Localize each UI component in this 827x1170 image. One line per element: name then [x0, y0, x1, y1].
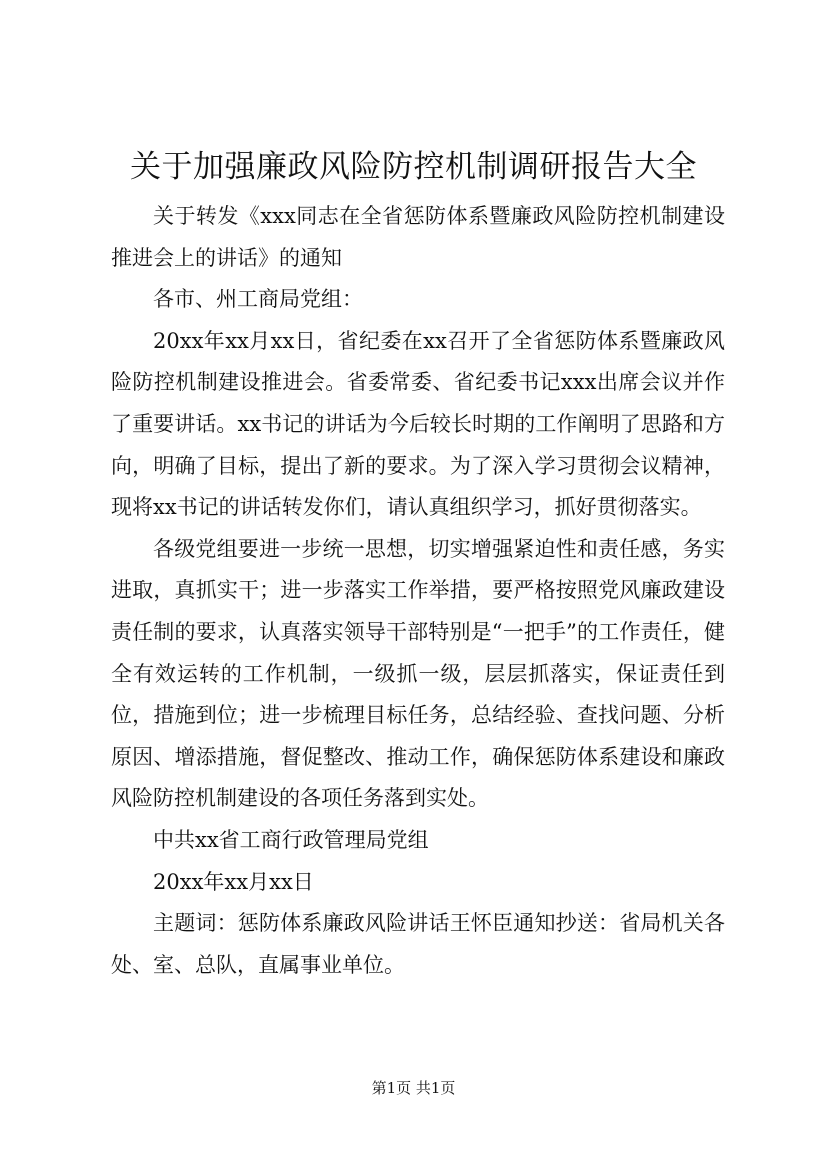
keywords-paragraph: 主题词：惩防体系廉政风险讲话王怀臣通知抄送：省局机关各处、室、总队，直属事业单位。: [111, 911, 725, 977]
issuer-paragraph: 中共xx省工商行政管理局党组: [153, 827, 429, 852]
date-paragraph: 20xx年xx月xx日: [153, 869, 314, 894]
salutation-paragraph: 各市、州工商局党组：: [153, 287, 363, 312]
document-title: 关于加强廉政风险防控机制调研报告大全: [130, 149, 697, 185]
requirements-paragraph: 各级党组要进一步统一思想，切实增强紧迫性和责任感，务实进取，真抓实干；进一步落实工作举措，要严格按照党风廉政建设责任制的要求，认真落实领导干部特别是“一把手”的工作责任，健全有效运转的工作机制，一级抓一级，层层抓落实，保证责任到位，措施到位；进一步梳理目标任务，总结经验、查找问题、分析原因、增添措施，督促整改、推动工作，确保惩防体系建设和廉政风险防控机制建设的各项任务落到实处。: [111, 536, 725, 811]
document-body: [111, 196, 725, 986]
meeting-summary-paragraph: 20xx年xx月xx日，省纪委在xx召开了全省惩防体系暨廉政风险防控机制建设推进会。省委常委、省纪委书记xxx出席会议并作了重要讲话。xx书记的讲话为今后较长时期的工作阐明了思路和方向，明确了目标，提出了新的要求。为了深入学习贯彻会议精神，现将xx书记的讲话转发你们，请认真组织学习，抓好贯彻落实。: [111, 328, 725, 520]
page-number-footer: 第1页 共1页: [371, 1079, 456, 1097]
notice-heading-paragraph: 关于转发《xxx同志在全省惩防体系暨廉政风险防控机制建设推进会上的讲话》的通知: [111, 204, 725, 270]
